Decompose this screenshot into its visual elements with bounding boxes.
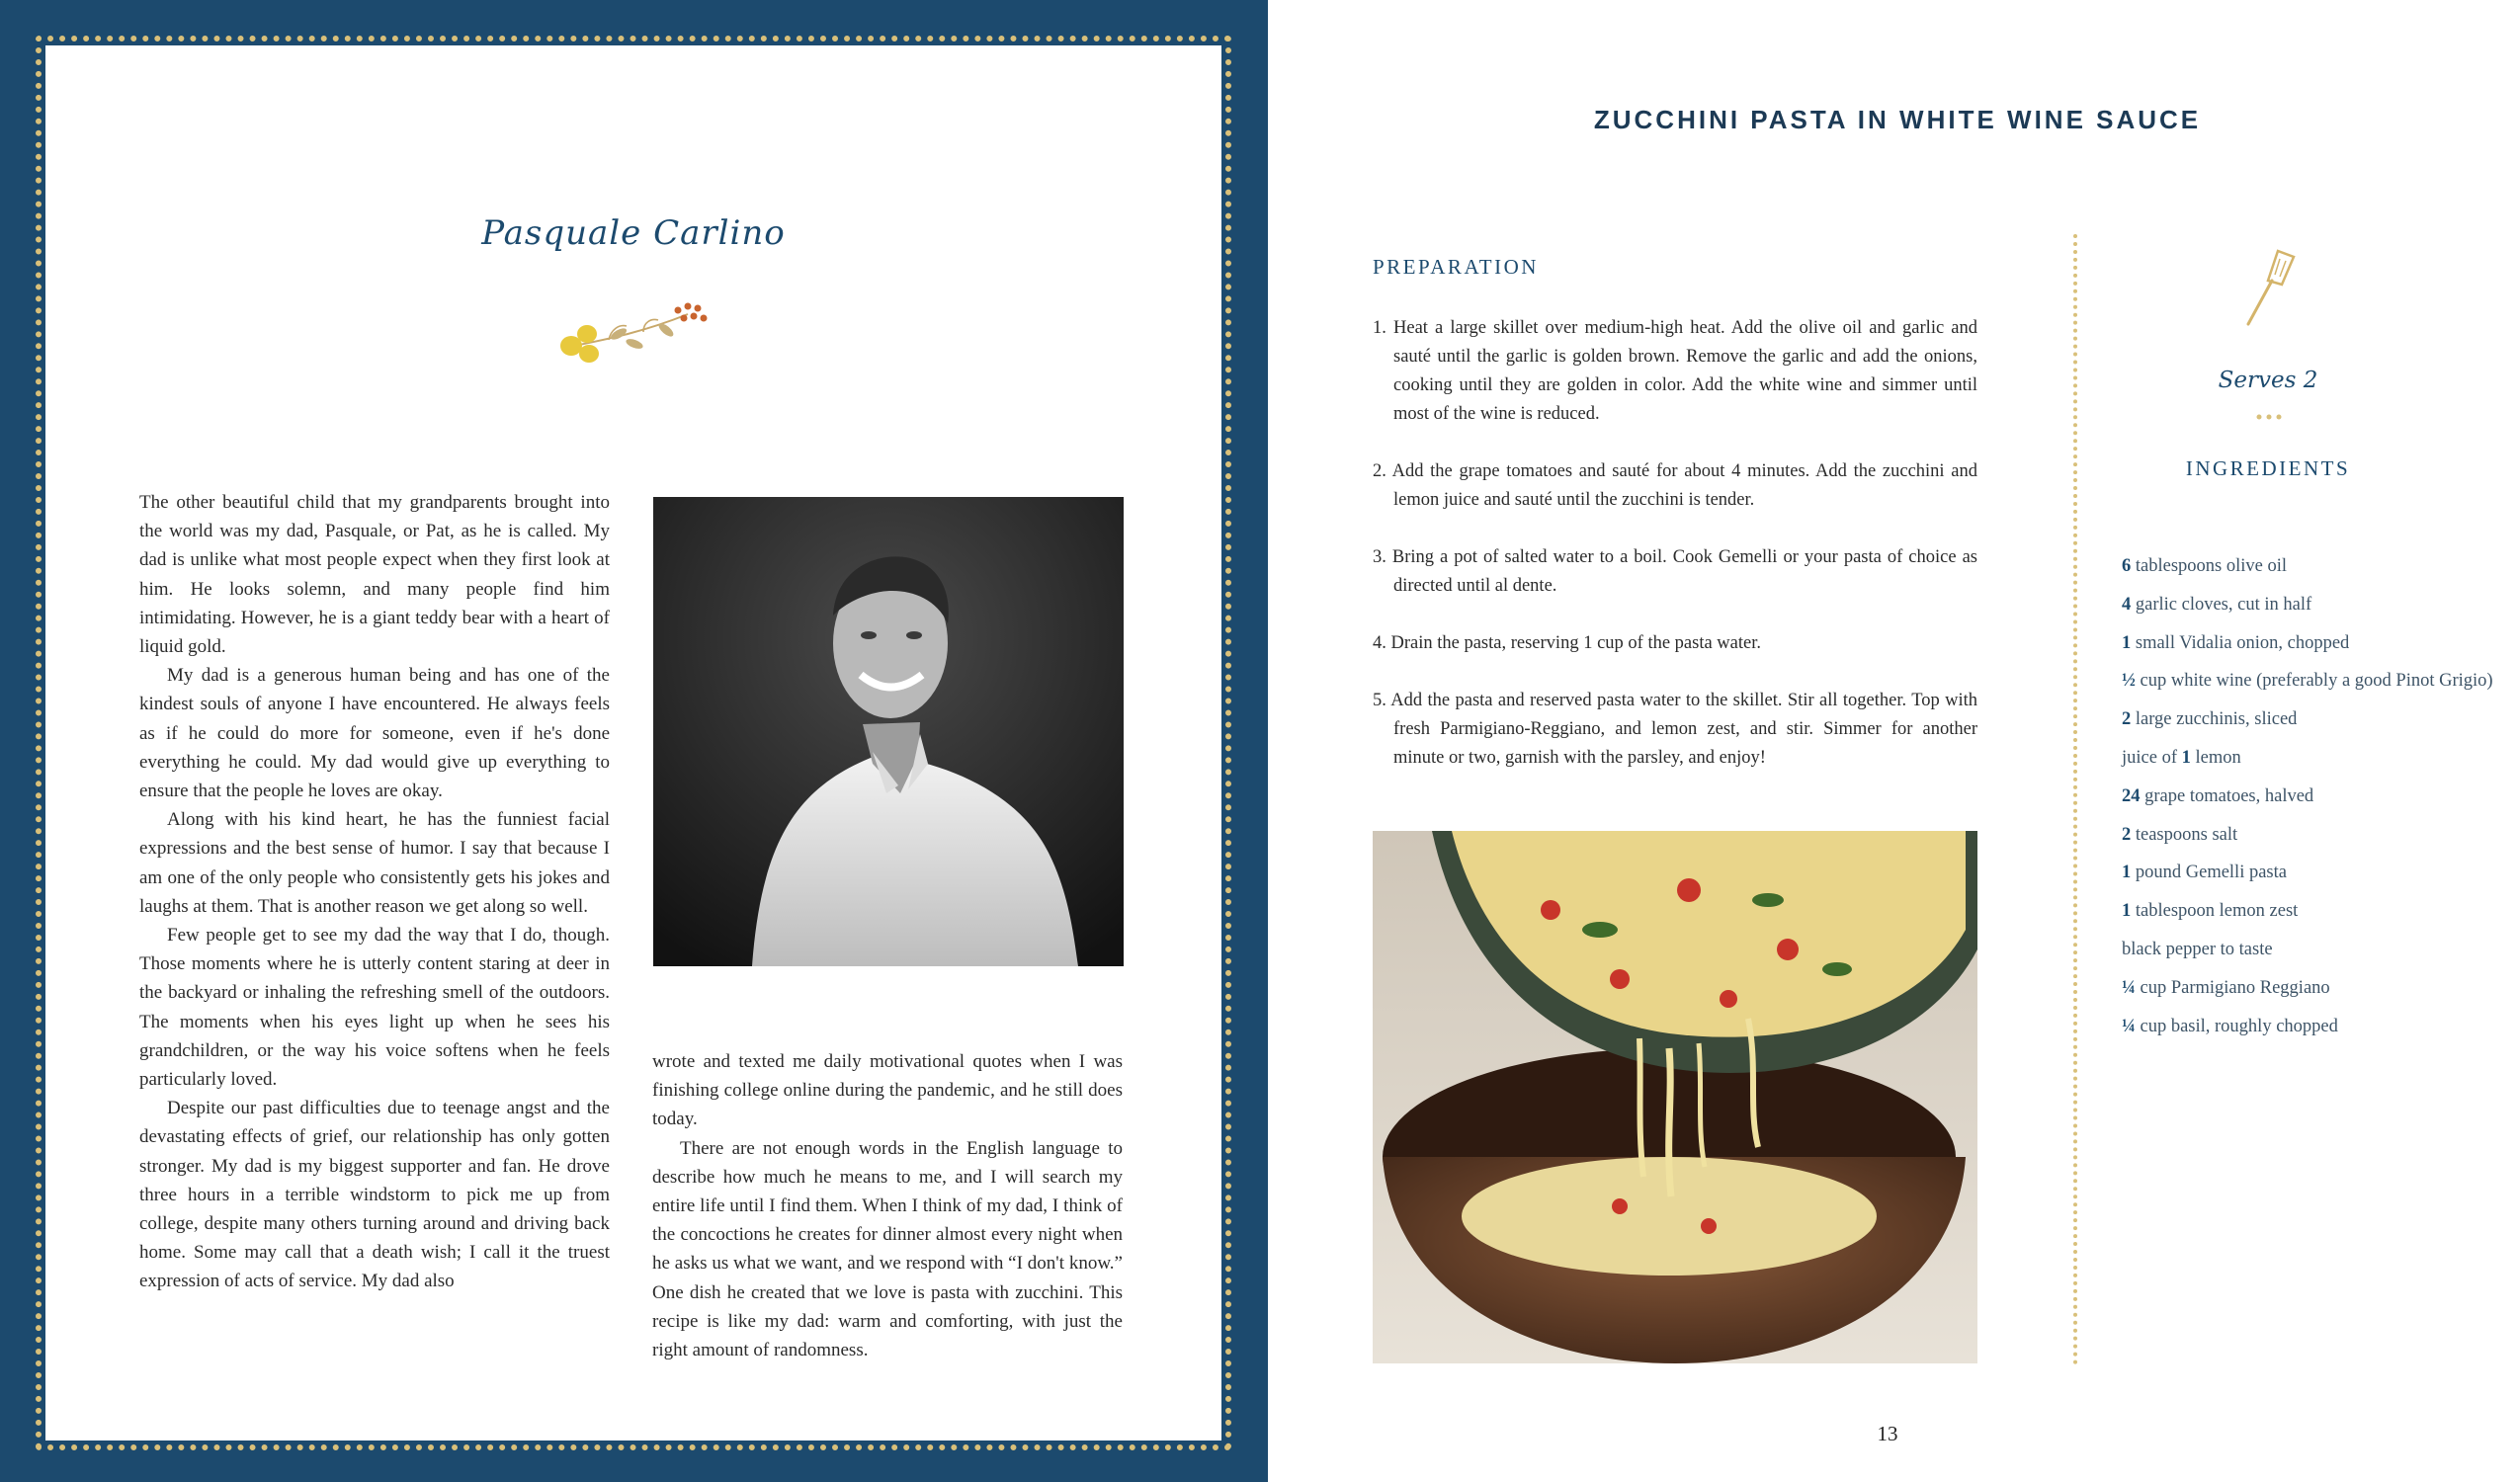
left-page bbox=[45, 45, 1221, 1441]
story-paragraph: Few people get to see my dad the way that I do, though. Those moments where he is utterly content staring at deer in the backyard or inhaling the refreshing smell of the outdoors. The moments when his eyes light up when he sees his grandchildren, or the way his voice softens when he feels particularly loved. bbox=[139, 925, 610, 1091]
lemon-branch-icon bbox=[549, 296, 717, 366]
preparation-step: 4. Drain the pasta, reserving 1 cup of the pasta water. bbox=[1373, 633, 1761, 653]
page-number: 13 bbox=[1877, 1422, 1898, 1445]
dish-photo bbox=[1373, 831, 1977, 1363]
ingredients-heading: INGREDIENTS bbox=[2185, 456, 2351, 480]
ingredient-item: black pepper to taste bbox=[2122, 939, 2273, 959]
ingredient-item: 1 pound Gemelli pasta bbox=[2122, 863, 2287, 883]
ingredient-item: juice of 1 lemon bbox=[2122, 747, 2241, 768]
preparation-heading: PREPARATION bbox=[1373, 255, 1539, 279]
ingredient-item: 2 large zucchinis, sliced bbox=[2122, 709, 2298, 730]
preparation-step: 1. Heat a large skillet over medium-high heat. Add the olive oil and garlic and sauté until the garlic is golden brown. Remove the garlic and add the onions, cooking until they are golden in color. Add the white wine and simmer until most of the wine is reduced. bbox=[1373, 318, 1977, 424]
story-column-1 bbox=[139, 488, 610, 1296]
ingredient-item: ¼ cup basil, roughly chopped bbox=[2122, 1016, 2338, 1036]
spatula-icon bbox=[2238, 247, 2298, 326]
story-paragraph: wrote and texted me daily motivational quotes when I was finishing college online during the pandemic, and he still does today. bbox=[652, 1051, 1123, 1130]
ingredient-item: 2 teaspoons salt bbox=[2122, 824, 2238, 845]
ingredient-item: ½ cup white wine (preferably a good Pinot Grigio) bbox=[2122, 671, 2493, 692]
story-column-2 bbox=[652, 1047, 1123, 1364]
decorative-dots-icon bbox=[2254, 413, 2284, 421]
ingredient-item: 4 garlic cloves, cut in half bbox=[2122, 594, 2312, 615]
serves-label: Serves 2 bbox=[2218, 368, 2318, 393]
ingredient-item: 1 small Vidalia onion, chopped bbox=[2122, 632, 2350, 653]
portrait-photo bbox=[653, 497, 1124, 966]
ingredient-item: 6 tablespoons olive oil bbox=[2122, 556, 2287, 576]
ingredients-list bbox=[2122, 552, 2517, 1050]
story-paragraph: Despite our past difficulties due to teenage angst and the devastating effects of grief, our relationship has only gotten stronger. My dad is my biggest supporter and fan. He drove three hours in a terrible windstorm to pick me up from college, despite many others turning around and driving back home. Some may call that a death wish; I call it the truest expression of acts of service. My dad also bbox=[139, 1098, 610, 1292]
ingredient-item: 24 grape tomatoes, halved bbox=[2122, 785, 2314, 806]
preparation-step: 2. Add the grape tomatoes and sauté for about 4 minutes. Add the zucchini and lemon juice and sauté until the zucchini is tender. bbox=[1373, 461, 1977, 510]
vertical-divider bbox=[2073, 234, 2077, 1365]
story-paragraph: My dad is a generous human being and has one of the kindest souls of anyone I have encountered. He always feels as if he could do more for someone, even if he's done everything he could. My dad would give up everything to ensure that the people he loves are okay. bbox=[139, 665, 610, 802]
preparation-steps bbox=[1373, 314, 1977, 801]
story-paragraph: The other beautiful child that my grandparents brought into the world was my dad, Pasquale, or Pat, as he is called. My dad is unlike what most people expect when they first look at him. He looks solemn, and many people find him intimidating. However, he is a giant teddy bear with a heart of liquid gold. bbox=[139, 492, 610, 658]
author-name: Pasquale Carlino bbox=[481, 213, 786, 253]
ingredient-item: 1 tablespoon lemon zest bbox=[2122, 901, 2299, 922]
recipe-title: ZUCCHINI PASTA IN WHITE WINE SAUCE bbox=[1593, 105, 2202, 134]
preparation-step: 5. Add the pasta and reserved pasta water to the skillet. Stir all together. Top with fresh Parmigiano-Reggiano, and lemon zest, and stir. Simmer for another minute or two, garnish with the parsley, and enjoy! bbox=[1373, 691, 1977, 768]
story-paragraph: Along with his kind heart, he has the funniest facial expressions and the best sense of humor. I say that because I am one of the only people who consistently gets his jokes and laughs at them. That is another reason we get along so well. bbox=[139, 809, 610, 917]
preparation-step: 3. Bring a pot of salted water to a boil. Cook Gemelli or your pasta of choice as directed until al dente. bbox=[1373, 547, 1977, 596]
ingredient-item: ¼ cup Parmigiano Reggiano bbox=[2122, 977, 2330, 998]
story-paragraph: There are not enough words in the English language to describe how much he means to me, and I will search my entire life until I find them. When I think of my dad, I think of the concoctions he creates for dinner almost every night when he asks us what we want, and we respond with “I don't know.” One dish he created that we love is pasta with zucchini. This recipe is like my dad: warm and comforting, with just the right amount of randomness. bbox=[652, 1137, 1123, 1361]
